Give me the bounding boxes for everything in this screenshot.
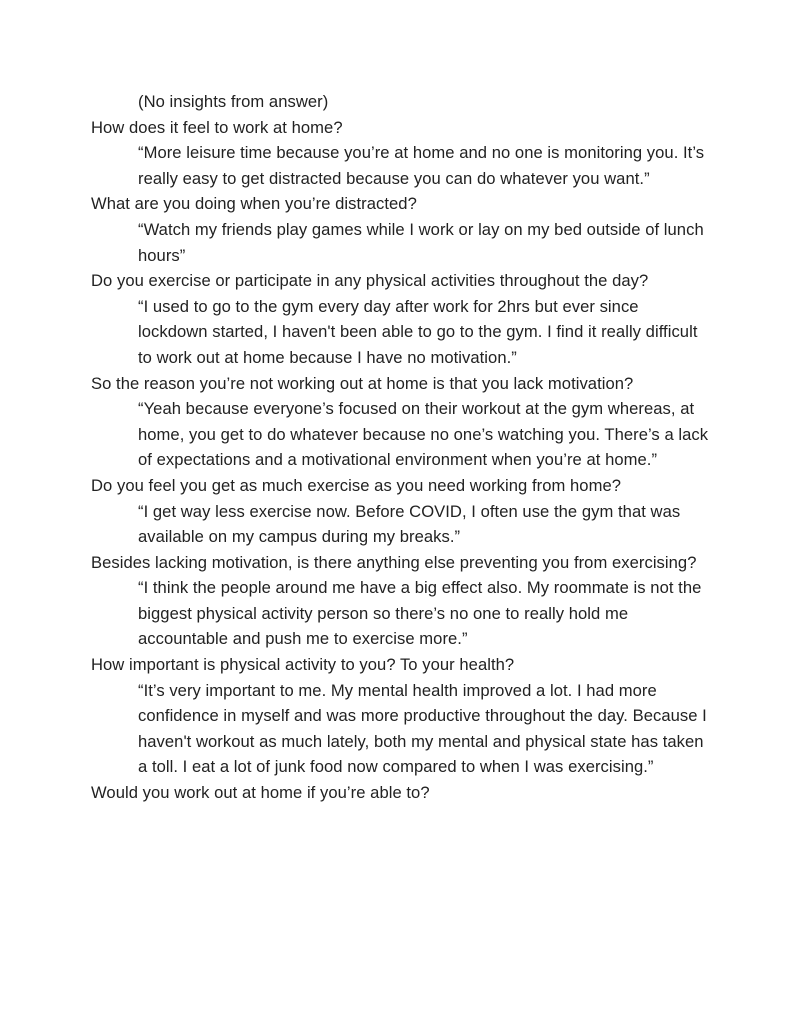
answer-text: “I used to go to the gym every day after work for 2hrs but ever since lockdown started, I haven't been able to go to the gym. I find it really difficult to work out at home because I have no motivation.” [138, 296, 698, 367]
question-text: How important is physical activity to you? To your health? [91, 655, 515, 675]
answer-text: “Watch my friends play games while I work or lay on my bed outside of lunch hours” [138, 219, 704, 265]
question-text: Do you feel you get as much exercise as you need working from home? [91, 475, 622, 495]
answer-text: “I think the people around me have a big effect also. My roommate is not the biggest physical activity person so there’s no one to really hold me accountable and push me to exercise more.” [138, 578, 702, 649]
question-text: Do you exercise or participate in any physical activities throughout the day? [91, 271, 649, 291]
question-text: So the reason you’re not working out at home is that you lack motivation? [91, 373, 634, 393]
answer-text: “I get way less exercise now. Before COVID, I often use the gym that was available on my campus during my breaks.” [138, 501, 681, 547]
question-text: Would you work out at home if you’re able to? [91, 783, 430, 803]
answer-text: “It’s very important to me. My mental health improved a lot. I had more confidence in myself and was more productive throughout the day. Because I haven't workout as much lately, both my mental and physical state has taken a toll. I eat a lot of junk food now compared to when I was exercising.” [138, 680, 707, 777]
answer-text: “More leisure time because you’re at home and no one is monitoring you. It’s really easy to get distracted because you can do whatever you want.” [138, 143, 705, 188]
question-text: What are you doing when you’re distracted? [91, 194, 417, 214]
answer-text: “Yeah because everyone’s focused on their workout at the gym whereas, at home, you get to do whatever because no one’s watching you. There’s a lack of expectations and a motivational environment when you’re at home.” [138, 399, 709, 470]
answer-text: (No insights from answer) [138, 92, 329, 111]
question-text: Besides lacking motivation, is there anything else preventing you from exercising? [91, 552, 697, 572]
question-text: How does it feel to work at home? [91, 117, 343, 137]
interview-transcript [91, 89, 711, 806]
